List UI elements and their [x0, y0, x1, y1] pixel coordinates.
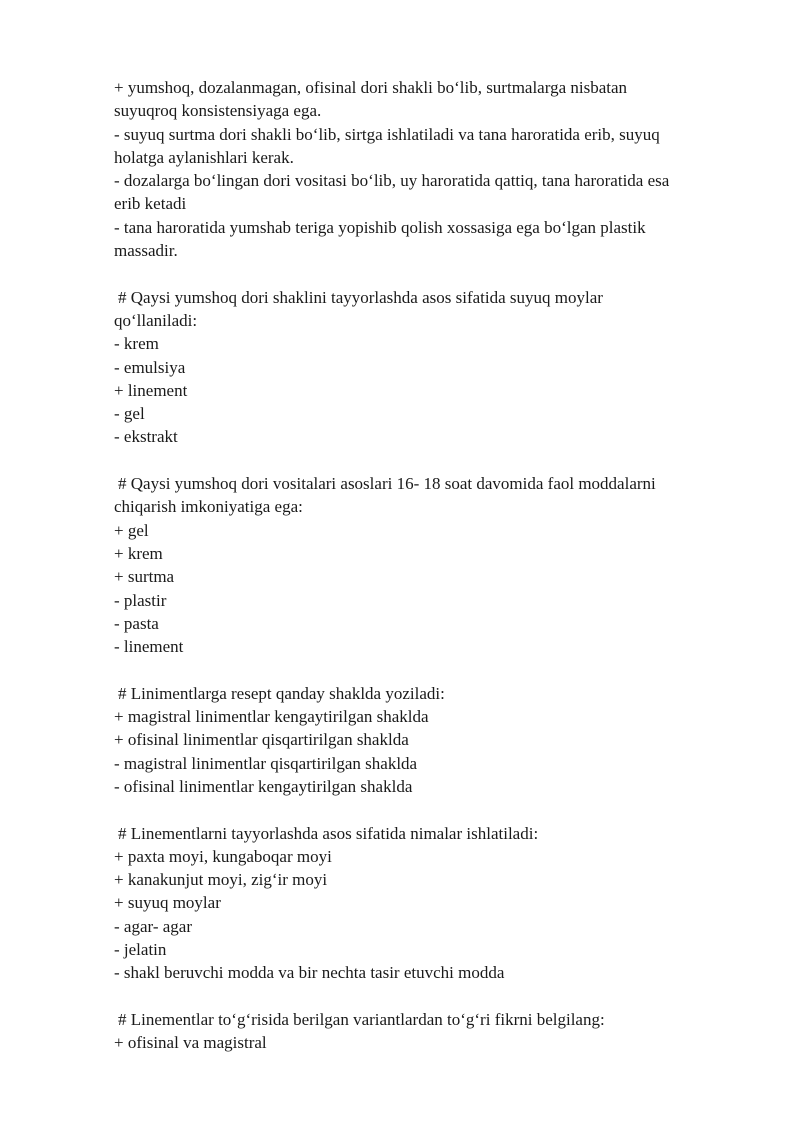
answer-option: + yumshoq, dozalanmagan, ofisinal dori shakli bo‘lib, surtmalarga nisbatan	[114, 78, 628, 97]
question-text-continuation: chiqarish imkoniyatiga ega:	[114, 497, 303, 517]
answer-option: - magistral linimentlar qisqartirilgan shaklda	[114, 753, 418, 773]
answer-option: + krem	[114, 543, 163, 563]
document-text	[114, 76, 744, 1054]
answer-option: - suyuq surtma dori shakli bo‘lib, sirtga ishlatiladi va tana haroratida erib, suyuq	[114, 124, 660, 144]
answer-option: + linement	[114, 380, 188, 400]
question-block	[114, 472, 744, 658]
answer-option: - agar- agar	[114, 916, 192, 936]
answer-option: - ekstrakt	[114, 427, 178, 447]
answer-option: - krem	[114, 334, 159, 354]
answer-option: - shakl beruvchi modda va bir nechta tasir etuvchi modda	[114, 963, 505, 983]
question-text: # Linimentlarga resept qanday shaklda yoziladi:	[118, 683, 445, 703]
answer-option: + paxta moyi, kungaboqar moyi	[114, 846, 332, 866]
answer-option-continuation: holatga aylanishlari kerak.	[114, 147, 294, 167]
question-block	[114, 822, 744, 985]
question-text: # Qaysi yumshoq dori shaklini tayyorlashda asos sifatida suyuq moylar	[118, 287, 603, 307]
question-text: # Linementlarni tayyorlashda asos sifatida nimalar ishlatiladi:	[118, 823, 539, 843]
answer-option: + suyuq moylar	[114, 893, 221, 913]
answer-option: - ofisinal linimentlar kengaytirilgan shaklda	[114, 776, 413, 796]
spacer	[114, 798, 744, 821]
option-group	[114, 76, 744, 262]
answer-option: - tana haroratida yumshab teriga yopishib qolish xossasiga ega bo‘lgan plastik	[114, 217, 646, 237]
answer-option: + surtma	[114, 567, 175, 587]
spacer	[114, 985, 744, 1008]
question-block	[114, 682, 744, 798]
answer-option: + magistral linimentlar kengaytirilgan shaklda	[114, 707, 429, 727]
spacer	[114, 262, 744, 285]
question-block	[114, 1008, 744, 1055]
answer-option: + ofisinal va magistral	[114, 1033, 267, 1053]
answer-option: - gel	[114, 404, 145, 424]
question-text-continuation: qo‘llaniladi:	[114, 310, 198, 330]
answer-option-continuation: massadir.	[114, 241, 178, 261]
answer-option: - jelatin	[114, 939, 167, 959]
answer-option: - dozalarga bo‘lingan dori vositasi bo‘lib, uy haroratida qattiq, tana haroratida esa	[114, 171, 670, 191]
question-block	[114, 286, 744, 449]
answer-option: - emulsiya	[114, 357, 186, 377]
answer-option-continuation: erib ketadi	[114, 194, 187, 214]
answer-option: + ofisinal linimentlar qisqartirilgan shaklda	[114, 730, 409, 750]
answer-option: + gel	[114, 520, 149, 540]
spacer	[114, 449, 744, 472]
answer-option-continuation: suyuqroq konsistensiyaga ega.	[114, 101, 322, 121]
answer-option: + kanakunjut moyi, zig‘ir moyi	[114, 870, 328, 890]
question-text: # Linementlar to‘g‘risida berilgan variantlardan to‘g‘ri fikrni belgilang:	[118, 1009, 605, 1029]
spacer	[114, 658, 744, 681]
answer-option: - linement	[114, 637, 184, 657]
answer-option: - plastir	[114, 590, 167, 610]
question-text: # Qaysi yumshoq dori vositalari asoslari 16- 18 soat davomida faol moddalarni	[118, 474, 656, 494]
answer-option: - pasta	[114, 613, 159, 633]
